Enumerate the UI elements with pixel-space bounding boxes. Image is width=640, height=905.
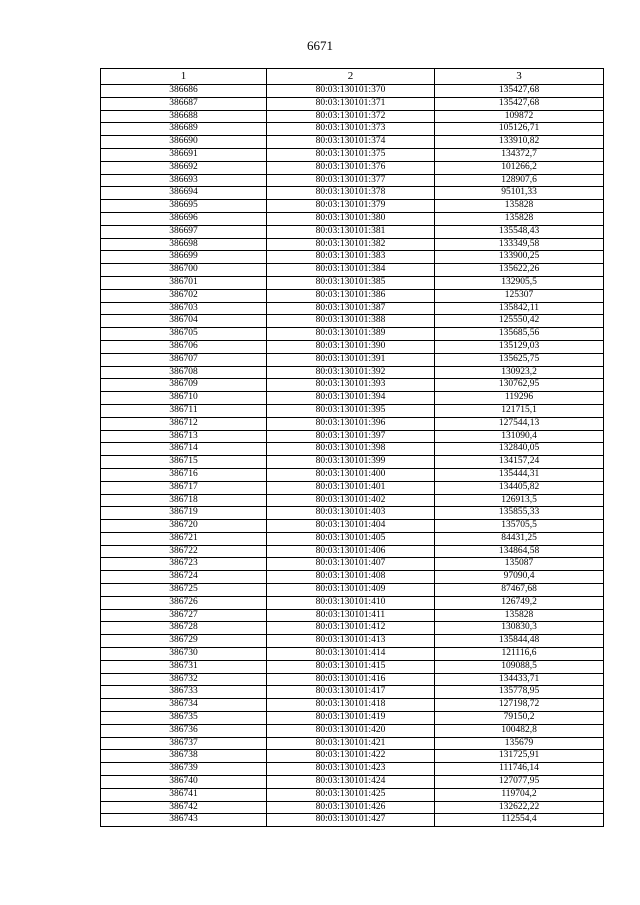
table-row — [101, 353, 604, 366]
row-number-cell: 386708 — [101, 366, 267, 379]
cadastral-number-cell: 80:03:130101:392 — [267, 366, 435, 379]
value-cell: 101266,2 — [435, 161, 604, 174]
cadastral-number-cell: 80:03:130101:403 — [267, 507, 435, 520]
table-row — [101, 545, 604, 558]
row-number-cell: 386706 — [101, 340, 267, 353]
table-row — [101, 494, 604, 507]
table-row — [101, 673, 604, 686]
cadastral-number-cell: 80:03:130101:383 — [267, 251, 435, 264]
cadastral-number-cell: 80:03:130101:426 — [267, 801, 435, 814]
row-number-cell: 386733 — [101, 686, 267, 699]
cadastral-number-cell: 80:03:130101:424 — [267, 776, 435, 789]
cadastral-number-cell: 80:03:130101:398 — [267, 443, 435, 456]
row-number-cell: 386699 — [101, 251, 267, 264]
cadastral-number-cell: 80:03:130101:370 — [267, 85, 435, 98]
value-cell: 135685,56 — [435, 328, 604, 341]
row-number-cell: 386688 — [101, 110, 267, 123]
row-number-cell: 386704 — [101, 315, 267, 328]
row-number-cell: 386730 — [101, 648, 267, 661]
row-number-cell: 386686 — [101, 85, 267, 98]
cadastral-number-cell: 80:03:130101:375 — [267, 148, 435, 161]
table-row — [101, 801, 604, 814]
row-number-cell: 386743 — [101, 814, 267, 827]
value-cell: 125307 — [435, 289, 604, 302]
row-number-cell: 386723 — [101, 558, 267, 571]
cadastral-number-cell: 80:03:130101:382 — [267, 238, 435, 251]
table-row — [101, 609, 604, 622]
value-cell: 132622,22 — [435, 801, 604, 814]
row-number-cell: 386717 — [101, 481, 267, 494]
table-row — [101, 712, 604, 725]
row-number-cell: 386709 — [101, 379, 267, 392]
cadastral-number-cell: 80:03:130101:411 — [267, 609, 435, 622]
row-number-cell: 386697 — [101, 225, 267, 238]
value-cell: 132905,5 — [435, 276, 604, 289]
cadastral-number-cell: 80:03:130101:421 — [267, 737, 435, 750]
table-row — [101, 187, 604, 200]
table-row — [101, 417, 604, 430]
table-row — [101, 468, 604, 481]
value-cell: 133900,25 — [435, 251, 604, 264]
value-cell: 112554,4 — [435, 814, 604, 827]
cadastral-number-cell: 80:03:130101:374 — [267, 136, 435, 149]
cadastral-number-cell: 80:03:130101:409 — [267, 584, 435, 597]
page-number: 6671 — [307, 38, 333, 53]
cadastral-number-cell: 80:03:130101:385 — [267, 276, 435, 289]
cadastral-number-cell: 80:03:130101:416 — [267, 673, 435, 686]
row-number-cell: 386738 — [101, 750, 267, 763]
cadastral-number-cell: 80:03:130101:394 — [267, 392, 435, 405]
row-number-cell: 386698 — [101, 238, 267, 251]
table-row — [101, 571, 604, 584]
value-cell: 109088,5 — [435, 660, 604, 673]
row-number-cell: 386731 — [101, 660, 267, 673]
table-row — [101, 584, 604, 597]
value-cell: 133349,58 — [435, 238, 604, 251]
cadastral-number-cell: 80:03:130101:384 — [267, 264, 435, 277]
row-number-cell: 386710 — [101, 392, 267, 405]
value-cell: 127544,13 — [435, 417, 604, 430]
cadastral-number-cell: 80:03:130101:406 — [267, 545, 435, 558]
row-number-cell: 386720 — [101, 520, 267, 533]
cadastral-number-cell: 80:03:130101:399 — [267, 456, 435, 469]
cadastral-number-cell: 80:03:130101:387 — [267, 302, 435, 315]
value-cell: 130762,95 — [435, 379, 604, 392]
value-cell: 134157,24 — [435, 456, 604, 469]
row-number-cell: 386714 — [101, 443, 267, 456]
table-row — [101, 481, 604, 494]
row-number-cell: 386700 — [101, 264, 267, 277]
cadastral-number-cell: 80:03:130101:386 — [267, 289, 435, 302]
value-cell: 105126,71 — [435, 123, 604, 136]
value-cell: 87467,68 — [435, 584, 604, 597]
cadastral-number-cell: 80:03:130101:407 — [267, 558, 435, 571]
cadastral-number-cell: 80:03:130101:400 — [267, 468, 435, 481]
table-row — [101, 174, 604, 187]
row-number-cell: 386718 — [101, 494, 267, 507]
value-cell: 135855,33 — [435, 507, 604, 520]
table-row — [101, 648, 604, 661]
table-row — [101, 520, 604, 533]
cadastral-number-cell: 80:03:130101:391 — [267, 353, 435, 366]
table-row — [101, 635, 604, 648]
table-row — [101, 136, 604, 149]
cadastral-number-cell: 80:03:130101:414 — [267, 648, 435, 661]
table-row — [101, 328, 604, 341]
table-row — [101, 161, 604, 174]
table-row — [101, 340, 604, 353]
table-row — [101, 443, 604, 456]
column-header-3: 3 — [435, 69, 604, 85]
cadastral-number-cell: 80:03:130101:427 — [267, 814, 435, 827]
cadastral-number-cell: 80:03:130101:393 — [267, 379, 435, 392]
value-cell: 135087 — [435, 558, 604, 571]
table-row — [101, 264, 604, 277]
row-number-cell: 386703 — [101, 302, 267, 315]
value-cell: 109872 — [435, 110, 604, 123]
cadastral-number-cell: 80:03:130101:396 — [267, 417, 435, 430]
cadastral-number-cell: 80:03:130101:404 — [267, 520, 435, 533]
value-cell: 135622,26 — [435, 264, 604, 277]
row-number-cell: 386694 — [101, 187, 267, 200]
row-number-cell: 386701 — [101, 276, 267, 289]
table-row — [101, 699, 604, 712]
table-row — [101, 788, 604, 801]
row-number-cell: 386737 — [101, 737, 267, 750]
cadastral-number-cell: 80:03:130101:401 — [267, 481, 435, 494]
row-number-cell: 386739 — [101, 763, 267, 776]
table-row — [101, 507, 604, 520]
table-row — [101, 238, 604, 251]
cadastral-number-cell: 80:03:130101:425 — [267, 788, 435, 801]
cadastral-number-cell: 80:03:130101:376 — [267, 161, 435, 174]
value-cell: 125550,42 — [435, 315, 604, 328]
cadastral-number-cell: 80:03:130101:380 — [267, 212, 435, 225]
row-number-cell: 386722 — [101, 545, 267, 558]
registry-table — [100, 68, 604, 827]
table-row — [101, 315, 604, 328]
cadastral-number-cell: 80:03:130101:417 — [267, 686, 435, 699]
value-cell: 119704,2 — [435, 788, 604, 801]
column-header-2: 2 — [267, 69, 435, 85]
value-cell: 135844,48 — [435, 635, 604, 648]
cadastral-number-cell: 80:03:130101:389 — [267, 328, 435, 341]
table-row — [101, 251, 604, 264]
row-number-cell: 386705 — [101, 328, 267, 341]
table-row — [101, 532, 604, 545]
cadastral-number-cell: 80:03:130101:371 — [267, 97, 435, 110]
value-cell: 130923,2 — [435, 366, 604, 379]
row-number-cell: 386690 — [101, 136, 267, 149]
value-cell: 135842,11 — [435, 302, 604, 315]
value-cell: 135828 — [435, 200, 604, 213]
value-cell: 135548,43 — [435, 225, 604, 238]
table-row — [101, 724, 604, 737]
table-row — [101, 737, 604, 750]
table-row — [101, 430, 604, 443]
cadastral-number-cell: 80:03:130101:379 — [267, 200, 435, 213]
cadastral-number-cell: 80:03:130101:422 — [267, 750, 435, 763]
table-row — [101, 814, 604, 827]
row-number-cell: 386724 — [101, 571, 267, 584]
row-number-cell: 386742 — [101, 801, 267, 814]
table-row — [101, 622, 604, 635]
table-row — [101, 110, 604, 123]
value-cell: 135705,5 — [435, 520, 604, 533]
table-row — [101, 392, 604, 405]
row-number-cell: 386716 — [101, 468, 267, 481]
cadastral-number-cell: 80:03:130101:420 — [267, 724, 435, 737]
cadastral-number-cell: 80:03:130101:402 — [267, 494, 435, 507]
table-row — [101, 97, 604, 110]
cadastral-number-cell: 80:03:130101:377 — [267, 174, 435, 187]
cadastral-number-cell: 80:03:130101:390 — [267, 340, 435, 353]
table-row — [101, 686, 604, 699]
value-cell: 135778,95 — [435, 686, 604, 699]
value-cell: 135427,68 — [435, 97, 604, 110]
table-row — [101, 123, 604, 136]
table-row — [101, 289, 604, 302]
row-number-cell: 386712 — [101, 417, 267, 430]
table-row — [101, 225, 604, 238]
value-cell: 121116,6 — [435, 648, 604, 661]
value-cell: 97090,4 — [435, 571, 604, 584]
row-number-cell: 386692 — [101, 161, 267, 174]
cadastral-number-cell: 80:03:130101:373 — [267, 123, 435, 136]
table-row — [101, 776, 604, 789]
cadastral-number-cell: 80:03:130101:413 — [267, 635, 435, 648]
value-cell: 128907,6 — [435, 174, 604, 187]
value-cell: 126749,2 — [435, 596, 604, 609]
row-number-cell: 386691 — [101, 148, 267, 161]
table-row — [101, 660, 604, 673]
row-number-cell: 386715 — [101, 456, 267, 469]
value-cell: 126913,5 — [435, 494, 604, 507]
value-cell: 132840,05 — [435, 443, 604, 456]
row-number-cell: 386711 — [101, 404, 267, 417]
value-cell: 133910,82 — [435, 136, 604, 149]
row-number-cell: 386687 — [101, 97, 267, 110]
value-cell: 134405,82 — [435, 481, 604, 494]
row-number-cell: 386728 — [101, 622, 267, 635]
table-row — [101, 302, 604, 315]
table-header — [101, 69, 604, 85]
cadastral-number-cell: 80:03:130101:419 — [267, 712, 435, 725]
cadastral-number-cell: 80:03:130101:395 — [267, 404, 435, 417]
value-cell: 100482,8 — [435, 724, 604, 737]
value-cell: 135625,75 — [435, 353, 604, 366]
table-row — [101, 276, 604, 289]
row-number-cell: 386693 — [101, 174, 267, 187]
value-cell: 135679 — [435, 737, 604, 750]
value-cell: 135427,68 — [435, 85, 604, 98]
row-number-cell: 386725 — [101, 584, 267, 597]
table-row — [101, 763, 604, 776]
row-number-cell: 386702 — [101, 289, 267, 302]
cadastral-number-cell: 80:03:130101:405 — [267, 532, 435, 545]
table-body — [101, 85, 604, 827]
value-cell: 135828 — [435, 609, 604, 622]
row-number-cell: 386736 — [101, 724, 267, 737]
cadastral-number-cell: 80:03:130101:381 — [267, 225, 435, 238]
row-number-cell: 386727 — [101, 609, 267, 622]
value-cell: 127077,95 — [435, 776, 604, 789]
value-cell: 121715,1 — [435, 404, 604, 417]
table-row — [101, 212, 604, 225]
row-number-cell: 386741 — [101, 788, 267, 801]
table-row — [101, 200, 604, 213]
cadastral-number-cell: 80:03:130101:378 — [267, 187, 435, 200]
row-number-cell: 386713 — [101, 430, 267, 443]
row-number-cell: 386735 — [101, 712, 267, 725]
value-cell: 135444,31 — [435, 468, 604, 481]
cadastral-number-cell: 80:03:130101:410 — [267, 596, 435, 609]
row-number-cell: 386719 — [101, 507, 267, 520]
cadastral-number-cell: 80:03:130101:397 — [267, 430, 435, 443]
row-number-cell: 386729 — [101, 635, 267, 648]
value-cell: 131725,91 — [435, 750, 604, 763]
cadastral-number-cell: 80:03:130101:408 — [267, 571, 435, 584]
value-cell: 130830,3 — [435, 622, 604, 635]
cadastral-number-cell: 80:03:130101:412 — [267, 622, 435, 635]
value-cell: 134433,71 — [435, 673, 604, 686]
column-header-1: 1 — [101, 69, 267, 85]
table-row — [101, 596, 604, 609]
value-cell: 119296 — [435, 392, 604, 405]
value-cell: 134372,7 — [435, 148, 604, 161]
row-number-cell: 386721 — [101, 532, 267, 545]
value-cell: 84431,25 — [435, 532, 604, 545]
table-row — [101, 366, 604, 379]
row-number-cell: 386732 — [101, 673, 267, 686]
table-row — [101, 85, 604, 98]
value-cell: 134864,58 — [435, 545, 604, 558]
value-cell: 79150,2 — [435, 712, 604, 725]
table-row — [101, 379, 604, 392]
table-row — [101, 456, 604, 469]
cadastral-number-cell: 80:03:130101:388 — [267, 315, 435, 328]
row-number-cell: 386734 — [101, 699, 267, 712]
row-number-cell: 386689 — [101, 123, 267, 136]
table-row — [101, 750, 604, 763]
row-number-cell: 386696 — [101, 212, 267, 225]
value-cell: 135129,03 — [435, 340, 604, 353]
value-cell: 131090,4 — [435, 430, 604, 443]
cadastral-number-cell: 80:03:130101:418 — [267, 699, 435, 712]
row-number-cell: 386695 — [101, 200, 267, 213]
cadastral-number-cell: 80:03:130101:372 — [267, 110, 435, 123]
table-row — [101, 558, 604, 571]
table-row — [101, 148, 604, 161]
value-cell: 111746,14 — [435, 763, 604, 776]
value-cell: 135828 — [435, 212, 604, 225]
table-row — [101, 404, 604, 417]
header-row — [101, 69, 604, 85]
cadastral-number-cell: 80:03:130101:423 — [267, 763, 435, 776]
row-number-cell: 386707 — [101, 353, 267, 366]
value-cell: 95101,33 — [435, 187, 604, 200]
cadastral-number-cell: 80:03:130101:415 — [267, 660, 435, 673]
row-number-cell: 386740 — [101, 776, 267, 789]
value-cell: 127198,72 — [435, 699, 604, 712]
row-number-cell: 386726 — [101, 596, 267, 609]
